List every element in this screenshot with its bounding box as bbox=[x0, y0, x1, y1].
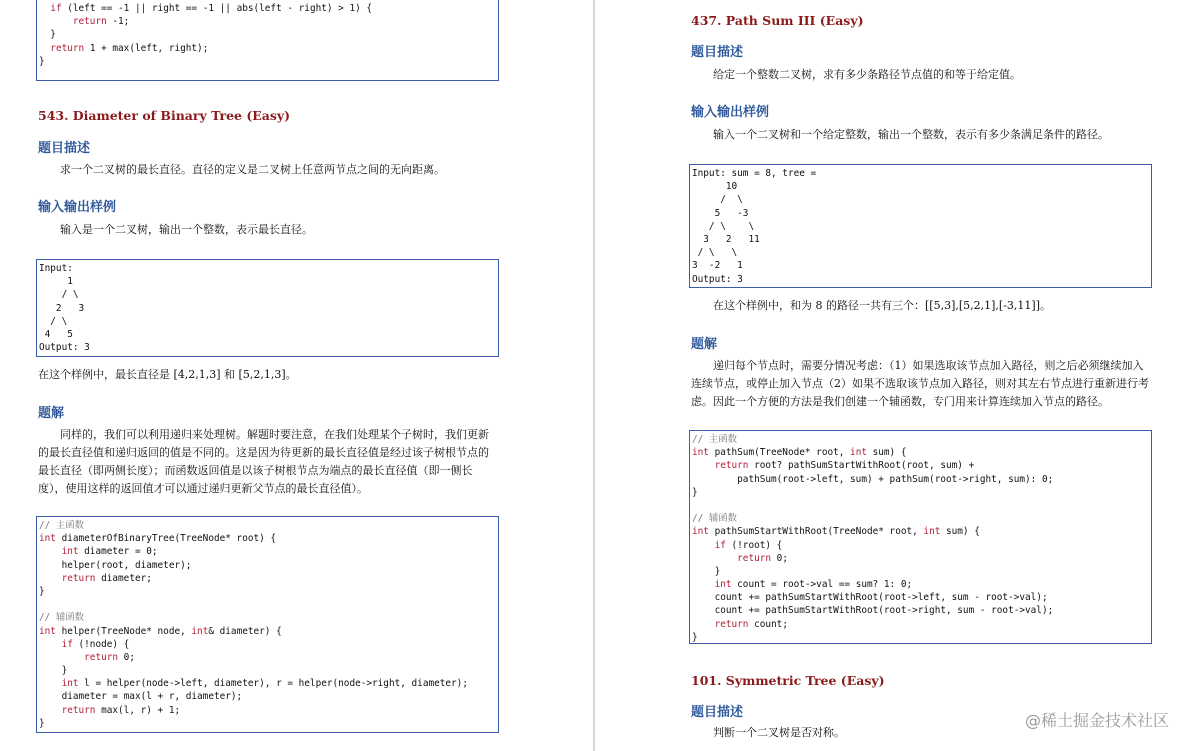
code-line: int count = root->val == sum? 1: 0; bbox=[714, 579, 913, 591]
section-heading-io-example: 输入输出样例 bbox=[38, 200, 117, 215]
description-text: 给定一个整数二叉树，求有多少条路径节点值的和等于给定值。 bbox=[713, 68, 1021, 81]
code-line: int l = helper(node->left, diameter), r = helper(node->right, diameter); bbox=[61, 678, 468, 690]
example-code-block bbox=[36, 259, 499, 357]
code-line: helper(root, diameter); bbox=[39, 559, 192, 571]
code-line: Output: 3 bbox=[692, 273, 743, 285]
code-line: return 1 + max(left, right); bbox=[50, 42, 209, 54]
right-page bbox=[596, 0, 1189, 751]
solution-text: 同样的，我们可以利用递归来处理树。解题时要注意，在我们处理某个子树时，我们更新的最长直径值和递归返回的值是不同的。这是因为待更新的最长直径值是经过该子树根节点的最长直径（即两侧长度）；而函数返回值是以该子树根节点为端点的最长直径值（即一侧长度），使用这样的返回值才可以通过递归更新父节点的最长直径值）。 bbox=[38, 428, 489, 495]
code-line: } bbox=[39, 55, 45, 67]
section-heading-description: 题目描述 bbox=[38, 141, 91, 156]
next-problem-title: 101. Symmetric Tree (Easy) bbox=[691, 673, 885, 688]
code-line: return diameter; bbox=[61, 572, 152, 584]
code-line: } bbox=[39, 29, 56, 41]
code-line: pathSum(root->left, sum) + pathSum(root->right, sum): 0; bbox=[692, 473, 1054, 485]
code-line: int helper(TreeNode* node, int& diameter) { bbox=[39, 625, 282, 637]
code-line: } bbox=[692, 631, 698, 643]
code-line: count += pathSumStartWithRoot(root->left, sum - root->val); bbox=[692, 592, 1048, 604]
code-line: Output: 3 bbox=[39, 342, 90, 354]
code-line: 3 -2 1 bbox=[692, 260, 743, 272]
description-text: 求一个二叉树的最长直径。直径的定义是二叉树上任意两节点之间的无向距离。 bbox=[60, 163, 445, 176]
code-line: } bbox=[39, 585, 45, 597]
section-heading-description: 题目描述 bbox=[691, 45, 744, 60]
code-line: return -1; bbox=[72, 16, 130, 28]
code-line: if (!node) { bbox=[61, 638, 130, 650]
code-line: return max(l, r) + 1; bbox=[61, 704, 181, 716]
code-line: return root? pathSumStartWithRoot(root, sum) + bbox=[714, 460, 975, 472]
code-line: Input: sum = 8, tree = bbox=[692, 168, 817, 179]
example-note: 在这个样例中，最长直径是 [4,2,1,3] 和 [5,2,1,3]。 bbox=[38, 368, 297, 381]
code-line: return 0; bbox=[737, 552, 788, 564]
code-line: int diameterOfBinaryTree(TreeNode* root) { bbox=[39, 533, 277, 545]
code-line: count += pathSumStartWithRoot(root->right, sum - root->val); bbox=[692, 605, 1054, 617]
code-line bbox=[692, 499, 1151, 512]
code-line: 2 3 bbox=[39, 302, 85, 314]
next-description-text: 判断一个二叉树是否对称。 bbox=[713, 726, 845, 739]
example-code-block bbox=[689, 164, 1152, 288]
code-line: return count; bbox=[714, 618, 788, 630]
solution-code-block bbox=[36, 516, 499, 733]
page-divider bbox=[593, 0, 595, 751]
watermark: @稀土掘金技术社区 bbox=[1024, 711, 1169, 730]
io-text: 输入是一个二叉树，输出一个整数，表示最长直径。 bbox=[60, 223, 313, 236]
code-line: 4 5 bbox=[39, 328, 73, 340]
code-line: 3 2 11 bbox=[692, 233, 760, 245]
problem-title: 543. Diameter of Binary Tree (Easy) bbox=[38, 108, 291, 123]
code-line: / \ bbox=[692, 194, 743, 206]
code-line: // 辅函数 bbox=[692, 513, 738, 525]
code-line: int pathSum(TreeNode* root, int sum) { bbox=[692, 447, 907, 459]
code-line: if (left == -1 || right == -1 || abs(left - right) > 1) { bbox=[50, 3, 373, 14]
code-line: } bbox=[39, 665, 68, 677]
previous-code-block bbox=[36, 0, 499, 81]
example-note: 在这个样例中，和为 8 的路径一共有三个：[[5,3],[5,2,1],[-3,11]]。 bbox=[713, 299, 1052, 312]
code-line: diameter = max(l + r, diameter); bbox=[39, 691, 243, 703]
code-line: } bbox=[39, 717, 45, 729]
code-line: // 主函数 bbox=[692, 434, 738, 445]
code-line: int pathSumStartWithRoot(TreeNode* root, int sum) { bbox=[692, 526, 980, 538]
code-line: / \ bbox=[39, 289, 79, 301]
code-line: if (!root) { bbox=[714, 539, 783, 551]
problem-title: 437. Path Sum III (Easy) bbox=[691, 13, 864, 28]
code-line: int diameter = 0; bbox=[61, 546, 158, 558]
section-heading-solution: 题解 bbox=[38, 406, 65, 421]
solution-text: 递归每个节点时，需要分情况考虑：（1）如果选取该节点加入路径，则之后必须继续加入连续节点，或停止加入节点（2）如果不选取该节点加入路径，则对其左右节点进行重新进行考虑。因此一个方便的方法是我们创建一个辅函数，专门用来计算连续加入节点的路径。 bbox=[691, 359, 1149, 408]
code-line bbox=[39, 598, 498, 611]
code-line: 1 bbox=[39, 276, 73, 288]
code-line: return 0; bbox=[84, 651, 135, 663]
code-line: Input: bbox=[39, 263, 73, 274]
code-line: 10 bbox=[692, 181, 738, 193]
section-heading-solution: 题解 bbox=[691, 337, 718, 352]
code-line: // 主函数 bbox=[39, 520, 85, 531]
code-line: } bbox=[692, 486, 698, 498]
io-text: 输入一个二叉树和一个给定整数，输出一个整数，表示有多少条满足条件的路径。 bbox=[713, 128, 1109, 141]
code-line: / \ bbox=[39, 315, 68, 327]
next-section-heading-description: 题目描述 bbox=[691, 705, 744, 720]
code-line: // 辅函数 bbox=[39, 612, 85, 624]
code-line: / \ \ bbox=[692, 220, 755, 232]
solution-code-block bbox=[689, 430, 1152, 644]
code-line: / \ \ bbox=[692, 247, 738, 259]
section-heading-io-example: 输入输出样例 bbox=[691, 105, 770, 120]
code-line: 5 -3 bbox=[692, 207, 749, 219]
code-line: } bbox=[692, 565, 721, 577]
left-page bbox=[0, 0, 593, 751]
